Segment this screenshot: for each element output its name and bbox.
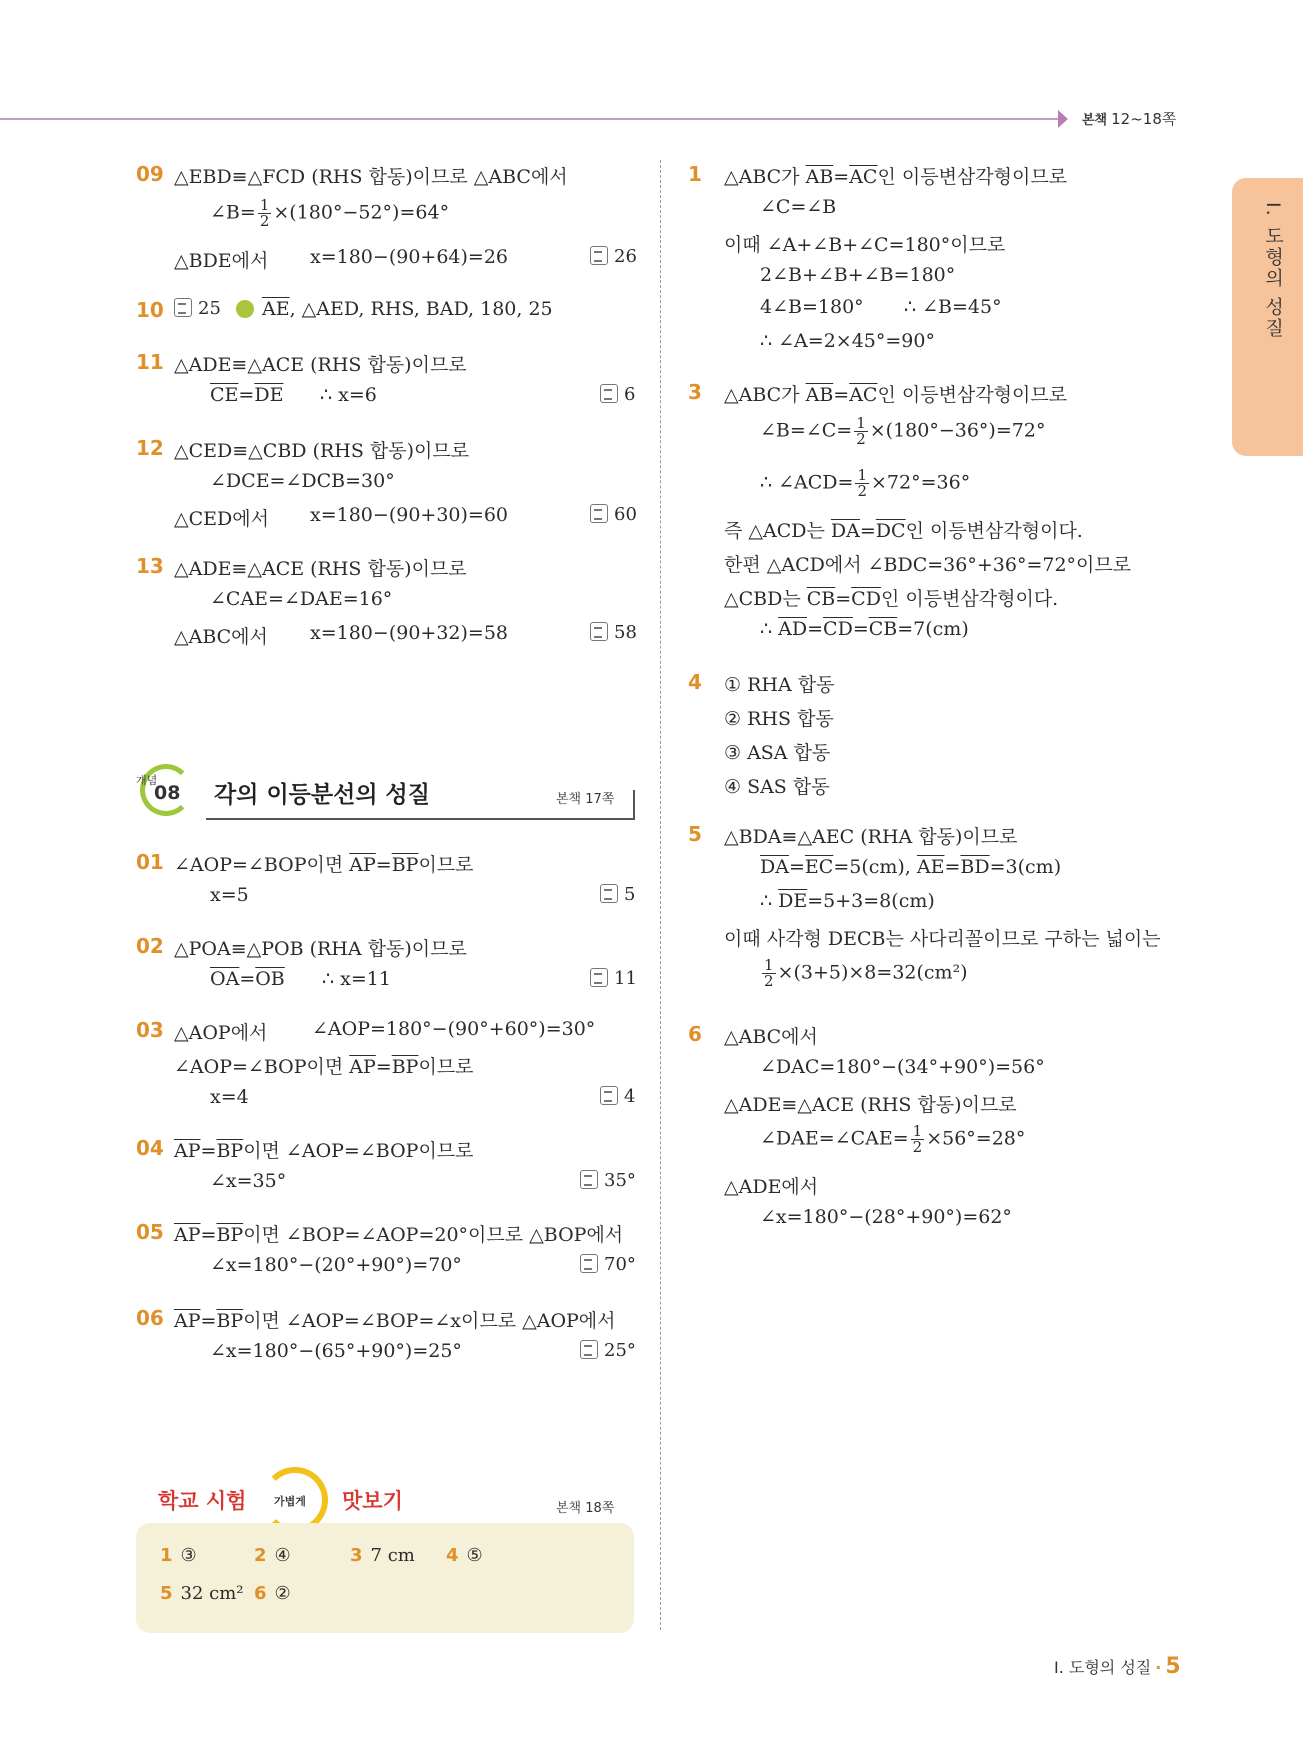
text-line: ∠AOP=180°−(90°+60°)=30° [312, 1018, 596, 1040]
text-line: ∴ $\overline{AD}=\overline{CD}=\overline{CB}=7(cm)$ [760, 618, 969, 640]
text-line: △ADE≡△ACE (RHS 합동)이므로 [174, 354, 467, 376]
answer-icon [590, 968, 608, 987]
school-answer: 4 ⑤ [446, 1545, 483, 1566]
text-line: △ABC가 $\overline{AB}=\overline{AC}$인 이등변삼각형이므로 [724, 384, 1068, 406]
answer-icon [580, 1254, 598, 1273]
concept-badge-number: 08 [154, 782, 181, 804]
text-line: △CED에서 [174, 508, 269, 530]
answer-icon [600, 1086, 618, 1105]
text-line: ② RHS 합동 [724, 708, 834, 730]
school-answer: 2 ④ [254, 1545, 291, 1566]
header-line [0, 118, 1064, 120]
problem-number: 10 [136, 298, 164, 322]
fraction: $\frac{1}{2}$ [259, 196, 270, 230]
answer: 4 [600, 1086, 635, 1107]
problem-number: 1 [688, 162, 702, 186]
text-line: △BDA≡△AEC (RHA 합동)이므로 [724, 826, 1018, 848]
answer-icon [590, 622, 608, 641]
text-line: $\overline{CE}=\overline{DE}$ [210, 384, 284, 406]
concept-badge-label: 개념 [136, 774, 158, 787]
text-line: x=180−(90+32)=58 [310, 622, 509, 644]
text-line: ∴ $\overline{DE}=5+3=8(cm)$ [760, 890, 935, 912]
school-title-left: 학교 시험 [158, 1489, 247, 1513]
text-line: △ABC에서 [724, 1026, 818, 1048]
answer: 58 [590, 622, 637, 643]
answer: 60 [590, 504, 637, 525]
answer-icon [580, 1170, 598, 1189]
text-line: ∴ ∠ACD= $\frac{1}{2}$ ×72°=36° [760, 466, 971, 500]
text-line: ∠B=∠C= $\frac{1}{2}$ ×(180°−36°)=72° [760, 414, 1046, 448]
text-line: △ADE에서 [724, 1176, 819, 1198]
answer-icon [590, 504, 608, 523]
concept-title: 각의 이등분선의 성질 [214, 782, 430, 808]
problem-number: 11 [136, 350, 164, 374]
text-line: △CED≡△CBD (RHS 합동)이므로 [174, 440, 470, 462]
answer: 70° [580, 1254, 636, 1275]
text-line: $\frac{1}{2}$ ×(3+5)×8=32(cm²) [764, 956, 968, 990]
text-line: x=5 [210, 884, 249, 906]
text-line: ① RHA 합동 [724, 674, 835, 696]
pencil-icon [236, 300, 254, 318]
problem-number: 3 [688, 380, 702, 404]
text-line: ∠C=∠B [760, 196, 837, 218]
fraction: $\frac{1}{2}$ [912, 1122, 923, 1156]
text-line: $\overline{AP}=\overline{BP}$이면 ∠AOP=∠BOP=∠x이므로 △AOP에서 [174, 1310, 616, 1332]
problem-number: 04 [136, 1136, 164, 1160]
text-line: ∠x=35° [210, 1170, 287, 1192]
text-line: x=4 [210, 1086, 249, 1108]
school-page-ref: 본책 18쪽 [556, 1501, 615, 1516]
text-line: $\overline{AP}=\overline{BP}$이면 ∠BOP=∠AOP=20°이므로 △BOP에서 [174, 1224, 624, 1246]
page-footer: I. 도형의 성질 · 5 [1054, 1654, 1181, 1679]
text-line: ∠AOP=∠BOP이면 $\overline{AP}=\overline{BP}$이므로 [174, 1056, 474, 1078]
text-line: $\overline{AE}$, △AED, RHS, BAD, 180, 25 [236, 298, 553, 320]
text-line: $\overline{AP}=\overline{BP}$이면 ∠AOP=∠BOP이므로 [174, 1140, 474, 1162]
text-line: △CBD는 $\overline{CB}=\overline{CD}$인 이등변삼각형이다. [724, 588, 1059, 610]
problem-number: 4 [688, 670, 702, 694]
text-line: 즉 △ACD는 $\overline{DA}=\overline{DC}$인 이등변삼각형이다. [724, 520, 1083, 542]
text-line: 한편 △ACD에서 ∠BDC=36°+36°=72°이므로 [724, 554, 1132, 576]
school-title-right: 맛보기 [342, 1489, 403, 1513]
school-answer: 1 ③ [160, 1545, 197, 1566]
concept-underline [206, 818, 634, 820]
text-line: ∠CAE=∠DAE=16° [210, 588, 393, 610]
problem-number: 12 [136, 436, 164, 460]
text-line: ∴ x=6 [320, 384, 377, 406]
fraction: $\frac{1}{2}$ [856, 414, 866, 448]
school-answer: 5 32 cm² [160, 1583, 244, 1604]
text-line: △ABC에서 [174, 626, 268, 648]
text-line: △ADE≡△ACE (RHS 합동)이므로 [174, 558, 467, 580]
problem-number: 13 [136, 554, 164, 578]
text-line: △POA≡△POB (RHA 합동)이므로 [174, 938, 467, 960]
answer: 26 [590, 246, 637, 267]
concept-edge [633, 790, 635, 820]
text-line: ∴ x=11 [322, 968, 391, 990]
school-answer: 6 ② [254, 1583, 291, 1604]
school-answer-panel [136, 1523, 634, 1633]
column-divider [660, 160, 661, 1630]
text-line: ③ ASA 합동 [724, 742, 831, 764]
text-line: ∴ ∠A=2×45°=90° [760, 330, 935, 352]
answer: 5 [600, 884, 635, 905]
text-line: ∠B= $\frac{1}{2}$ ×(180°−52°)=64° [210, 196, 450, 230]
text-line: 이때 ∠A+∠B+∠C=180°이므로 [724, 234, 1006, 256]
text-line: ∠x=180°−(65°+90°)=25° [210, 1340, 462, 1362]
problem-number: 03 [136, 1018, 164, 1042]
text-line: ∴ ∠B=45° [904, 296, 1002, 318]
text-line: 이때 사각형 DECB는 사다리꼴이므로 구하는 넓이는 [724, 928, 1161, 950]
text-line: 2∠B+∠B+∠B=180° [760, 264, 956, 286]
problem-number: 05 [136, 1220, 164, 1244]
answer-icon [580, 1340, 598, 1359]
text-line: ∠x=180°−(28°+90°)=62° [760, 1206, 1012, 1228]
concept-page-ref: 본책 17쪽 [556, 792, 615, 807]
problem-number: 02 [136, 934, 164, 958]
answer: 25 [174, 298, 221, 319]
problem-number: 5 [688, 822, 702, 846]
problem-number: 6 [688, 1022, 702, 1046]
text-line: ∠DAC=180°−(34°+90°)=56° [760, 1056, 1045, 1078]
school-test-section [136, 1463, 636, 1633]
header-arrow-icon [1058, 110, 1068, 128]
text-line: x=180−(90+30)=60 [310, 504, 509, 526]
answer: 35° [580, 1170, 636, 1191]
text-line: ∠DCE=∠DCB=30° [210, 470, 395, 492]
text-line: △BDE에서 [174, 250, 269, 272]
answer: 25° [580, 1340, 636, 1361]
school-answer: 3 7 cm [350, 1545, 415, 1566]
text-line: $\overline{OA}=\overline{OB}$ [210, 968, 285, 990]
text-line: △ADE≡△ACE (RHS 합동)이므로 [724, 1094, 1017, 1116]
text-line: △EBD≡△FCD (RHS 합동)이므로 △ABC에서 [174, 166, 568, 188]
header-page-ref: 본책 12~18쪽 [1082, 110, 1177, 128]
chapter-side-tab: I. 도형의 성질 [1232, 178, 1303, 456]
fraction: $\frac{1}{2}$ [857, 466, 868, 500]
text-line: △ABC가 $\overline{AB}=\overline{AC}$인 이등변삼각형이므로 [724, 166, 1068, 188]
text-line: 4∠B=180° [760, 296, 864, 318]
concept-header [136, 760, 636, 820]
text-line: ∠x=180°−(20°+90°)=70° [210, 1254, 462, 1276]
answer-icon [600, 384, 618, 403]
problem-number: 09 [136, 162, 164, 186]
text-line: x=180−(90+64)=26 [310, 246, 509, 268]
text-line: △AOP에서 [174, 1022, 268, 1044]
school-title-mid: 가볍게 [274, 1495, 306, 1508]
text-line: ∠DAE=∠CAE= $\frac{1}{2}$ ×56°=28° [760, 1122, 1026, 1156]
text-line: $\overline{DA}=\overline{EC}=5(cm)$, $\overline{AE}=\overline{BD}=3(cm)$ [760, 856, 1062, 878]
answer-icon [174, 298, 192, 317]
answer: 6 [600, 384, 635, 405]
problem-number: 06 [136, 1306, 164, 1330]
text-line: ④ SAS 합동 [724, 776, 830, 798]
answer: 11 [590, 968, 637, 989]
answer-icon [600, 884, 618, 903]
problem-number: 01 [136, 850, 164, 874]
text-line: ∠AOP=∠BOP이면 $\overline{AP}=\overline{BP}$이므로 [174, 854, 474, 876]
fraction: $\frac{1}{2}$ [764, 956, 774, 990]
answer-icon [590, 246, 608, 265]
